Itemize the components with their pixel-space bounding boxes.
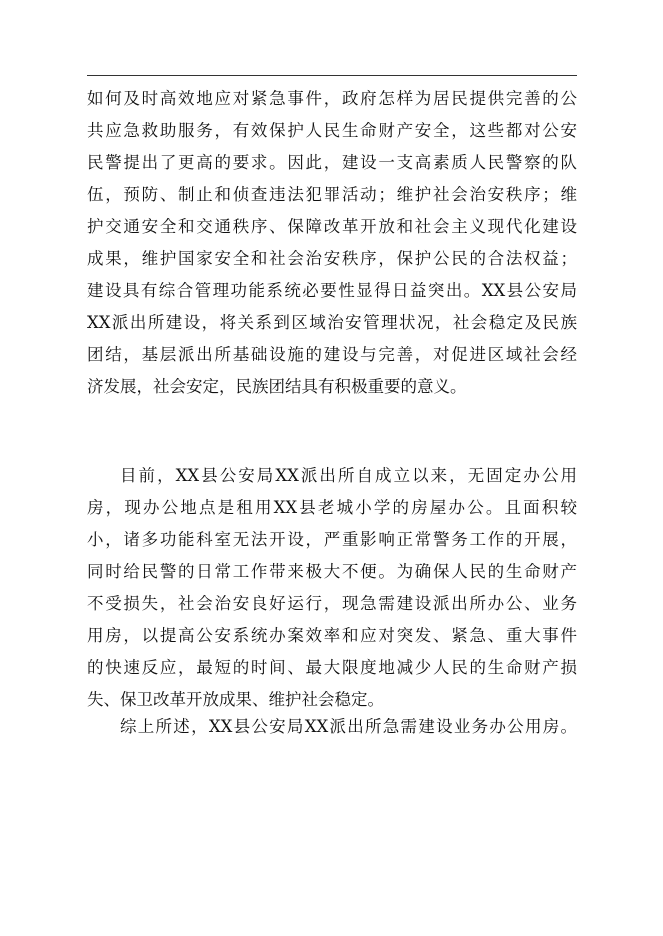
paragraph-line: 目前，XX县公安局XX派出所自成立以来，无固定办公用 <box>120 466 577 485</box>
paragraph-line: 失、保卫改革开放成果、维护社会稳定。 <box>87 690 384 709</box>
paragraph-line: 济发展，社会安定，民族团结具有积极重要的意义。 <box>87 377 467 396</box>
paragraph-line: 护交通安全和交通秩序、保障改革开放和社会主义现代化建设 <box>87 217 577 236</box>
paragraph-line: 的快速反应，最短的时间、最大限度地减少人民的生命财产损 <box>87 658 577 677</box>
paragraph-line: 综上所述，XX县公安局XX派出所急需建设业务办公用房。 <box>120 717 577 736</box>
paragraph-line: 如何及时高效地应对紧急事件，政府怎样为居民提供完善的公 <box>87 89 577 108</box>
header-rule <box>87 75 577 76</box>
paragraph-line: 伍，预防、制止和侦查违法犯罪活动；维护社会治安秩序；维 <box>87 185 577 204</box>
paragraph-2 <box>87 460 577 716</box>
paragraph-line: 团结，基层派出所基础设施的建设与完善，对促进区域社会经 <box>87 345 577 364</box>
paragraph-1 <box>87 83 577 403</box>
paragraph-line: XX派出所建设，将关系到区域治安管理状况，社会稳定及民族 <box>87 313 577 332</box>
paragraph-line: 小，诸多功能科室无法开设，严重影响正常警务工作的开展， <box>87 530 577 549</box>
paragraph-line: 不受损失，社会治安良好运行，现急需建设派出所办公、业务 <box>87 594 577 613</box>
paragraph-line: 用房，以提高公安系统办案效率和应对突发、紧急、重大事件 <box>87 626 577 645</box>
paragraph-line: 民警提出了更高的要求。因此，建设一支高素质人民警察的队 <box>87 153 577 172</box>
paragraph-line: 成果，维护国家安全和社会治安秩序，保护公民的合法权益； <box>87 249 577 268</box>
paragraph-line: 建设具有综合管理功能系统必要性显得日益突出。XX县公安局 <box>87 281 577 300</box>
paragraph-line: 同时给民警的日常工作带来极大不便。为确保人民的生命财产 <box>87 562 577 581</box>
paragraph-line: 房，现办公地点是租用XX县老城小学的房屋办公。且面积较 <box>87 498 577 517</box>
paragraph-3 <box>87 711 577 743</box>
paragraph-line: 共应急救助服务，有效保护人民生命财产安全，这些都对公安 <box>87 121 577 140</box>
